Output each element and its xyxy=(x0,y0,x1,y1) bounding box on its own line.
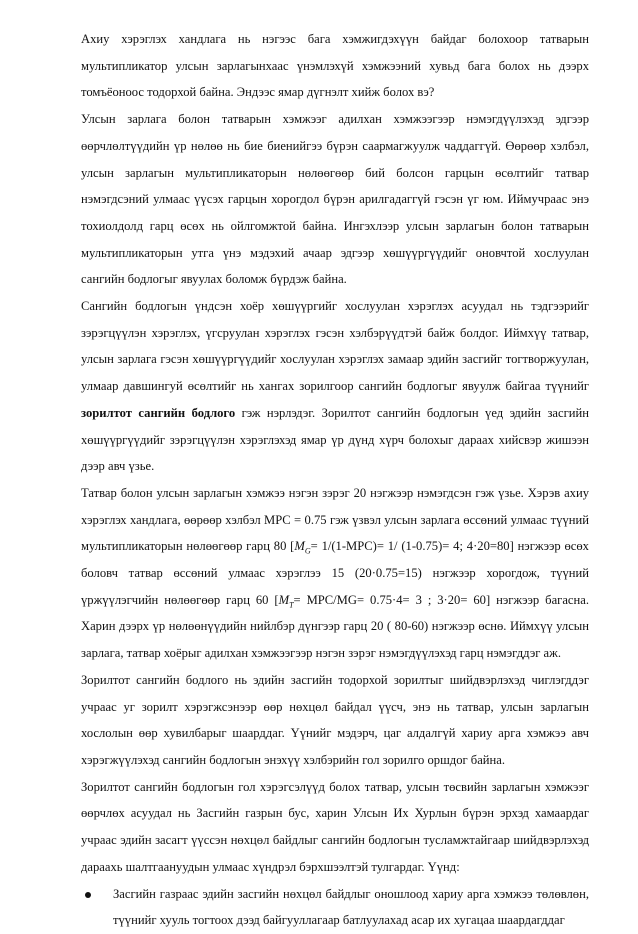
paragraph-numeric-example xyxy=(81,480,589,667)
paragraph-marginal-propensity: Ахиу хэрэглэх хандлага нь нэгээс бага хэмжигдэхүүн байдаг болохоор татварын мультипликатор улсын зарлагынхаас үнэмлэхүй хэмжээний хувьд бага болох нь дээрх томъёоноос тодорхой байна. Эндээс ямар дүгнэлт хийж болох вэ? xyxy=(81,32,589,100)
paragraph-instruments: Зорилтот сангийн бодлогын гол хэрэгсэлүүд болох татвар, улсын төсвийн зарлагын хэмжээг өөрчлөх асуудал нь Засгийн газрын бус, харин Улсын Их Хурлын бүрэн эрхэд хамаардаг учраас эдийн засагт үүссэн нөхцөл байдлыг сангийн бодлогын тусламжтайгаар шийдвэрлэхэд дараахь шалтгаануудын улмаас хүндрэл бэрхшээлтэй тулгардаг. Үүнд: xyxy=(81,779,589,874)
list-item-text: Засгийн газраас эдийн засгийн нөхцөл байдлыг оношлоод хариу арга хэмжээ төлөвлөн, түүнийг хууль тогтоох дээд байгууллагаар батлуулахад асар их хугацаа шаардагддаг xyxy=(113,886,589,928)
paragraph-balanced-change: Улсын зарлага болон татварын хэмжээг адилхан хэмжээгээр нэмэгдүүлэхэд эдгээр өөрчлөлтүүдийн үр нөлөө нь бие биенийгээ бүрэн саармагжуулж чаддаггүй. Өөрөөр хэлбэл, улсын зарлагын мультипликаторын нөлөөгөөр бий болсон гарцын өсөлтийг татвар нэмэгдсэний улмаас үүсэх гарцын хорогдол бүрэн арилгадаггүй гэсэн үг юм. Иймучраас энэ тохиолдолд гарц өсөх нь ойлгомжтой байна. Ингэхлээр улсын зарлагын болон татварын мультипликаторын утга үнэ мэдэхий ачаар эдгээр хөшүүргүүдийг оновчтой хослуулан сангийн бодлогыг явуулах боломж бүрдэж байна. xyxy=(81,112,589,287)
text-run: = 1/(1-MPC)= 1/ (1-0.75)= 4; 4·20=80] нэгжээр өсөх боловч татвар өссөний улмаас хэрэглээ 15 (20·0.75=15) нэгжээр хорогдож, түүний үржүүлэгчийн нөлөөгөөр гарц 60 [ xyxy=(81,539,589,607)
bullet-list xyxy=(81,881,589,934)
paragraph-target-goal: Зорилтот сангийн бодлого нь эдийн засгийн тодорхой зорилтыг шийдвэрлэхэд чиглэгддэг учраас уг зорилт хэрэгжсэнээр өөр нөхцөл байдал үүсч, энэ нь татвар, улсын зарлагын хослолын өөр хувилбарыг шаарддаг. Үүнийг мэдэрч, цаг алдалгүй хариу арга хэмжээ авч хэрэгжүүлэхэд сангийн бодлогын энэхүү хэлбэрийн гол зорилго оршдог байна. xyxy=(81,672,589,767)
paragraph-targeted-fiscal-policy xyxy=(81,293,589,480)
math-subscript: T xyxy=(289,600,294,610)
math-subscript: G xyxy=(304,546,311,556)
text-run: Татвар болон улсын зарлагын хэмжээ нэгэн зэрэг 20 нэгжээр нэмэгдсэн гэж үзье. Хэрэв ахиу хэрэглэх хандлага, өөрөөр хэлбэл MPC = 0.75 гэж үзвэл улсын зарлага өссөний улмаас түүний мультипликаторын нөлөөгөөр гарц 80 [ xyxy=(81,485,589,554)
text-run: Сангийн бодлогын үндсэн хоёр хөшүүргийг хослуулан хэрэглэх асуудал нь тэдгээрийг зэрэгцүүлэн хэрэглэх, үгсруулан хэрэглэх гэсэн хэлбэрүүдтэй байж болдог. Иймхүү татвар, улсын зарлага гэсэн хөшүүргүүдийг хослуулан хэрэглэх замаар эдийн засгийг тогтворжуулан, улмаар давшингуй өсөлтийг нь хангах зорилгоор сангийн бодлогыг явуулж байгаа түүнийг xyxy=(81,299,589,394)
text-run: = MPC/MG= 0.75·4= 3 ; 3·20= 60] нэгжээр багасна. Харин дээрх үр нөлөөнүүдийн нийлбэр дүнгээр гарц 20 ( 80-60) нэгжээр өснө. Иймхүү улсын зарлага, татвар хоёрыг адилхан хэмжээгээр нэгэн зэрэг нэмэгдүүлэхэд гарц нэмэгддэг аж. xyxy=(81,592,589,661)
math-symbol: M xyxy=(294,539,305,554)
list-item xyxy=(81,881,589,934)
text-run: гэж нэрлэдэг. Зорилтот сангийн бодлогын үед эдийн засгийн хөшүүргүүдийг зэрэгцүүлэн хэрэглэхэд ямар үр дүнд хүрч болохыг дараах хийсвэр жишээн дээр авч үзье. xyxy=(81,405,589,474)
bold-term: зорилтот сангийн бодлого xyxy=(81,405,236,420)
bullet-icon xyxy=(85,892,91,898)
math-symbol: M xyxy=(278,592,290,607)
